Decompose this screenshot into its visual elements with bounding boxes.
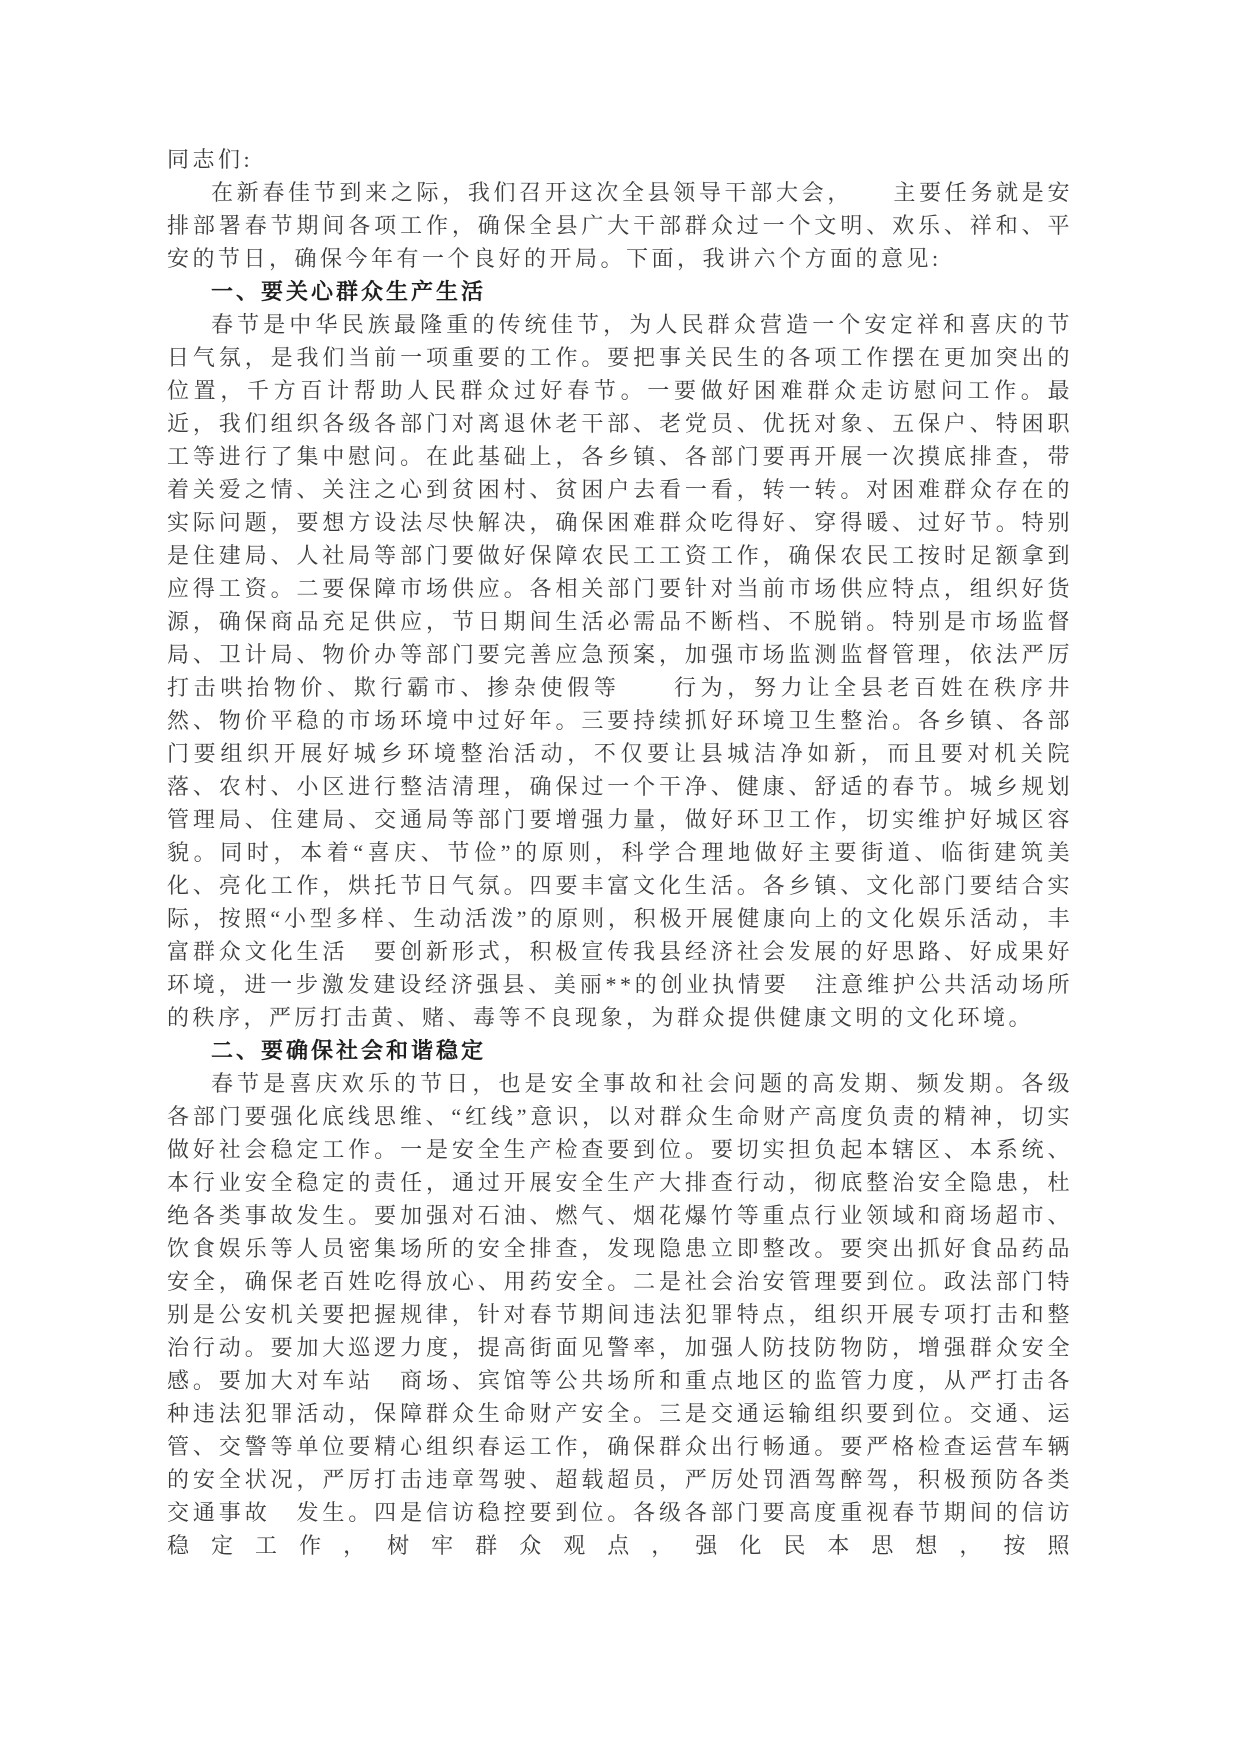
- section-2-body: 春节是喜庆欢乐的节日，也是安全事故和社会问题的高发期、频发期。各级各部门要强化底线思维、“红线”意识，以对群众生命财产高度负责的精神，切实做好社会稳定工作。一是安全生产检查要到位。要切实担负起本辖区、本系统、本行业安全稳定的责任，通过开展安全生产大排查行动，彻底整治安全隐患，杜绝各类事故发生。要加强对石油、燃气、烟花爆竹等重点行业领域和商场超市、饮食娱乐等人员密集场所的安全排查，发现隐患立即整改。要突出抓好食品药品安全，确保老百姓吃得放心、用药安全。二是社会治安管理要到位。政法部门特别是公安机关要把握规律，针对春节期间违法犯罪特点，组织开展专项打击和整治行动。要加大巡逻力度，提高街面见警率，加强人防技防物防，增强群众安全感。要加大对车站 商场、宾馆等公共场所和重点地区的监管力度，从严打击各种违法犯罪活动，保障群众生命财产安全。三是交通运输组织要到位。交通、运管、交警等单位要精心组织春运工作，确保群众出行畅通。要严格检查运营车辆的安全状况，严厉打击违章驾驶、超载超员，严厉处罚酒驾醉驾，积极预防各类交通事故 发生。四是信访稳控要到位。各级各部门要高度重视春节期间的信访稳定工作，树牢群众观点，强化民本思想，按照: [167, 1071, 1073, 1558]
- section-1-heading: 一、要关心群众生产生活: [211, 279, 487, 304]
- section-1-body: 春节是中华民族最隆重的传统佳节，为人民群众营造一个安定祥和喜庆的节日气氛，是我们当前一项重要的工作。要把事关民生的各项工作摆在更加突出的位置，千方百计帮助人民群众过好春节。一要做好困难群众走访慰问工作。最近，我们组织各级各部门对离退休老干部、老党员、优抚对象、五保户、特困职工等进行了集中慰问。在此基础上，各乡镇、各部门要再开展一次摸底排查，带着关爱之情、关注之心到贫困村、贫困户去看一看，转一转。对困难群众存在的实际问题，要想方设法尽快解决，确保困难群众吃得好、穿得暖、过好节。特别是住建局、人社局等部门要做好保障农民工工资工作，确保农民工按时足额拿到应得工资。二要保障市场供应。各相关部门要针对当前市场供应特点，组织好货源，确保商品充足供应，节日期间生活必需品不断档、不脱销。特别是市场监督局、卫计局、物价办等部门要完善应急预案，加强市场监测监督管理，依法严厉打击哄抬物价、欺行霸市、掺杂使假等 行为，努力让全县老百姓在秩序井然、物价平稳的市场环境中过好年。三要持续抓好环境卫生整治。各乡镇、各部门要组织开展好城乡环境整治活动，不仅要让县城洁净如新，而且要对机关院落、农村、小区进行整洁清理，确保过一个干净、健康、舒适的春节。城乡规划管理局、住建局、交通局等部门要增强力量，做好环卫工作，切实维护好城区容貌。同时，本着“喜庆、节俭”的原则，科学合理地做好主要街道、临街建筑美化、亮化工作，烘托节日气氛。四要丰富文化生活。各乡镇、文化部门要结合实际，按照“小型多样、生动活泼”的原则，积极开展健康向上的文化娱乐活动，丰富群众文化生活 要创新形式，积极宣传我县经济社会发展的好思路、好成果好环境，进一步激发建设经济强县、美丽**的创业执情要 注意维护公共活动场所的秩序，严厉打击黄、赌、毒等不良现象，为群众提供健康文明的文化环境。: [167, 312, 1073, 1030]
- section-2-heading: 二、要确保社会和谐稳定: [211, 1038, 487, 1063]
- salutation: 同志们:: [167, 147, 254, 172]
- opening-paragraph: 在新春佳节到来之际，我们召开这次全县领导干部大会， 主要任务就是安排部署春节期间各项工作，确保全县广大干部群众过一个文明、欢乐、祥和、平安的节日，确保今年有一个良好的开局。下面，我讲六个方面的意见:: [167, 180, 1073, 271]
